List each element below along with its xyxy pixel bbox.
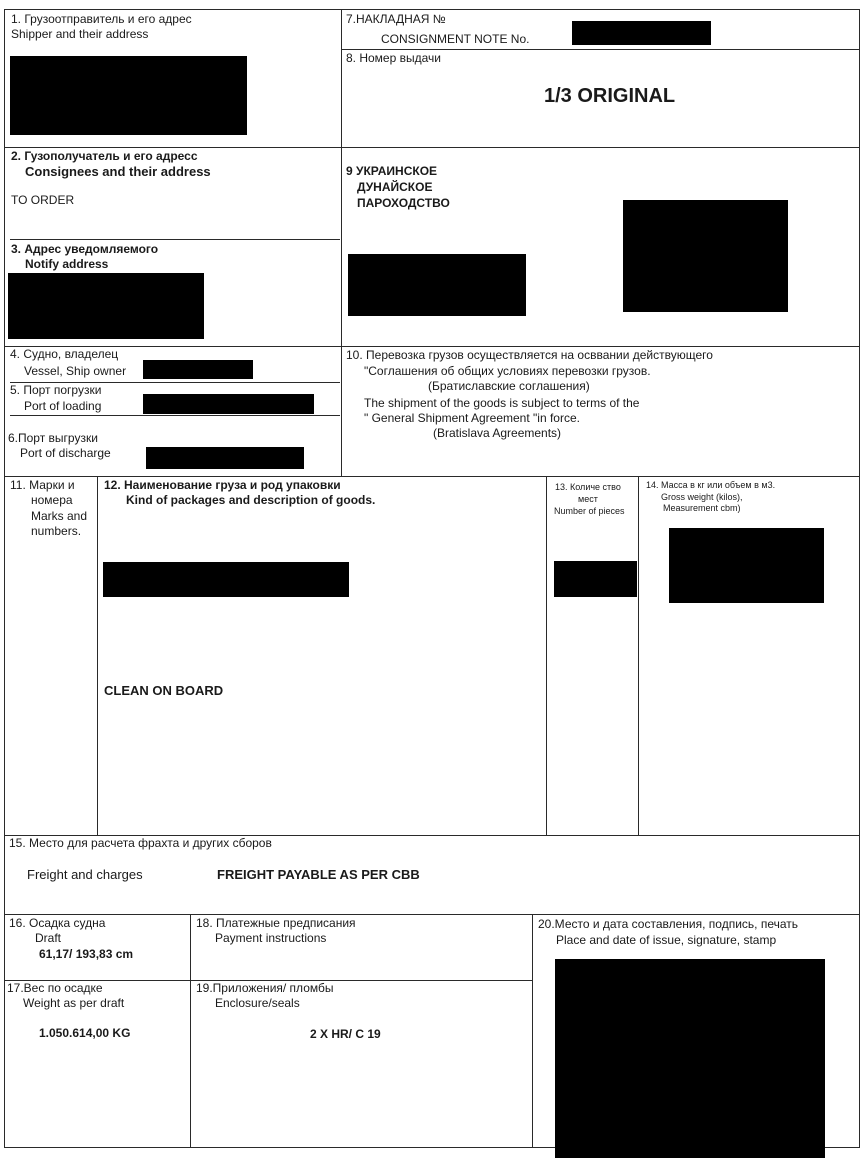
signature-stamp-redaction <box>555 959 825 1158</box>
col-divider-top <box>341 9 342 476</box>
col-divider-12-13 <box>546 476 547 835</box>
terms-line-2: "Соглашения об общих условиях перевозки грузов. <box>364 364 651 378</box>
freight-label-ru: 15. Место для расчета фрахта и других сборов <box>9 836 272 850</box>
col-divider-16-18 <box>190 914 191 1147</box>
vessel-label-ru: 4. Судно, владелец <box>10 347 119 361</box>
weight-draft-value: 1.050.614,00 KG <box>39 1026 131 1040</box>
terms-line-4: The shipment of the goods is subject to terms of the <box>364 396 640 410</box>
enclosure-value: 2 X HR/ C 19 <box>310 1027 381 1041</box>
weight-draft-label-en: Weight as per draft <box>23 996 125 1010</box>
issue-place-label-en: Place and date of issue, signature, stamp <box>556 933 777 947</box>
shipper-label-en: Shipper and their address <box>11 27 149 41</box>
row-divider-5-6 <box>10 415 340 416</box>
consignee-label-ru: 2. Гузополучатель и его адресс <box>11 149 198 163</box>
issue-number-value: 1/3 ORIGINAL <box>544 85 676 107</box>
discharge-port-redaction <box>146 447 304 469</box>
goods-label-ru: 12. Наименование груза и род упаковки <box>104 478 341 492</box>
row-divider-7-8 <box>341 49 859 50</box>
draft-label-ru: 16. Осадка судна <box>9 916 106 930</box>
freight-label-en: Freight and charges <box>27 867 143 882</box>
left-border <box>4 9 5 1147</box>
marks-line-1: 11. Марки и <box>10 478 75 492</box>
row-divider-2-3 <box>10 239 340 240</box>
loading-port-redaction <box>143 394 314 414</box>
marks-line-2: номера <box>31 493 73 507</box>
pieces-line-1: 13. Количе ство <box>555 482 621 492</box>
carrier-redaction-1 <box>348 254 526 316</box>
consignee-value: TO ORDER <box>11 193 75 207</box>
row-divider-3-4 <box>4 346 860 347</box>
goods-label-en: Kind of packages and description of goods. <box>126 493 376 507</box>
issue-number-label: 8. Номер выдачи <box>346 51 441 65</box>
shipper-label-ru: 1. Грузоотправитель и его адрес <box>11 12 192 26</box>
pieces-line-3: Number of pieces <box>554 506 625 516</box>
terms-line-1: 10. Перевозка грузов осуществляется на осввании действующего <box>346 348 713 362</box>
discharge-port-label-ru: 6.Порт выгрузки <box>8 431 98 445</box>
row-divider-16 <box>4 914 860 915</box>
carrier-line-2: ДУНАЙСКОЕ <box>357 180 433 194</box>
carrier-redaction-2 <box>623 200 788 312</box>
terms-line-6: (Bratislava Agreements) <box>433 426 562 440</box>
consignee-label-en: Consignees and their address <box>25 164 211 179</box>
consignment-label-ru: 7.НАКЛАДНАЯ № <box>346 12 446 26</box>
loading-port-label-ru: 5. Порт погрузки <box>10 383 102 397</box>
weight-line-1: 14. Масса в кг или объем в м3. <box>646 480 776 490</box>
notify-redaction <box>8 273 204 339</box>
draft-value: 61,17/ 193,83 cm <box>39 947 134 961</box>
notify-label-en: Notify address <box>25 257 109 271</box>
payment-label-en: Payment instructions <box>215 931 327 945</box>
weight-line-3: Measurement cbm) <box>663 503 741 513</box>
pieces-redaction <box>554 561 637 597</box>
carrier-line-3: ПАРОХОДСТВО <box>357 196 450 210</box>
issue-place-label-ru: 20.Место и дата составления, подпись, печать <box>538 917 799 931</box>
row-divider-goods <box>4 476 860 477</box>
freight-value: FREIGHT PAYABLE AS PER CBB <box>217 867 420 882</box>
marks-line-4: numbers. <box>31 524 82 538</box>
row-divider-1-2 <box>4 147 860 148</box>
draft-label-en: Draft <box>35 931 62 945</box>
notify-label-ru: 3. Адрес уведомляемого <box>11 242 159 256</box>
loading-port-label-en: Port of loading <box>24 399 102 413</box>
terms-line-5: " General Shipment Agreement "in force. <box>364 411 580 425</box>
col-divider-11-12 <box>97 476 98 835</box>
consignment-label-en: CONSIGNMENT NOTE No. <box>381 32 530 46</box>
enclosure-label-ru: 19.Приложения/ пломбы <box>196 981 334 995</box>
marks-line-3: Marks and <box>31 509 88 523</box>
payment-label-ru: 18. Платежные предписания <box>196 916 356 930</box>
goods-redaction <box>103 562 349 597</box>
carrier-line-1: 9 УКРАИНСКОЕ <box>346 164 438 178</box>
col-divider-13-14 <box>638 476 639 835</box>
pieces-line-2: мест <box>578 494 598 504</box>
goods-clean-on-board: CLEAN ON BOARD <box>104 683 224 698</box>
vessel-label-en: Vessel, Ship owner <box>24 364 127 378</box>
enclosure-label-en: Enclosure/seals <box>215 996 300 1010</box>
right-border <box>859 9 860 1147</box>
vessel-redaction <box>143 360 253 379</box>
consignment-number-redaction <box>572 21 711 45</box>
shipper-redaction <box>10 56 247 135</box>
col-divider-18-20 <box>532 914 533 1147</box>
discharge-port-label-en: Port of discharge <box>20 446 111 460</box>
terms-line-3: (Братиславские соглашения) <box>428 379 590 393</box>
weight-draft-label-ru: 17.Вес по осадке <box>7 981 103 995</box>
weight-redaction <box>669 528 824 603</box>
weight-line-2: Gross weight (kilos), <box>661 492 743 502</box>
top-border <box>4 9 860 10</box>
